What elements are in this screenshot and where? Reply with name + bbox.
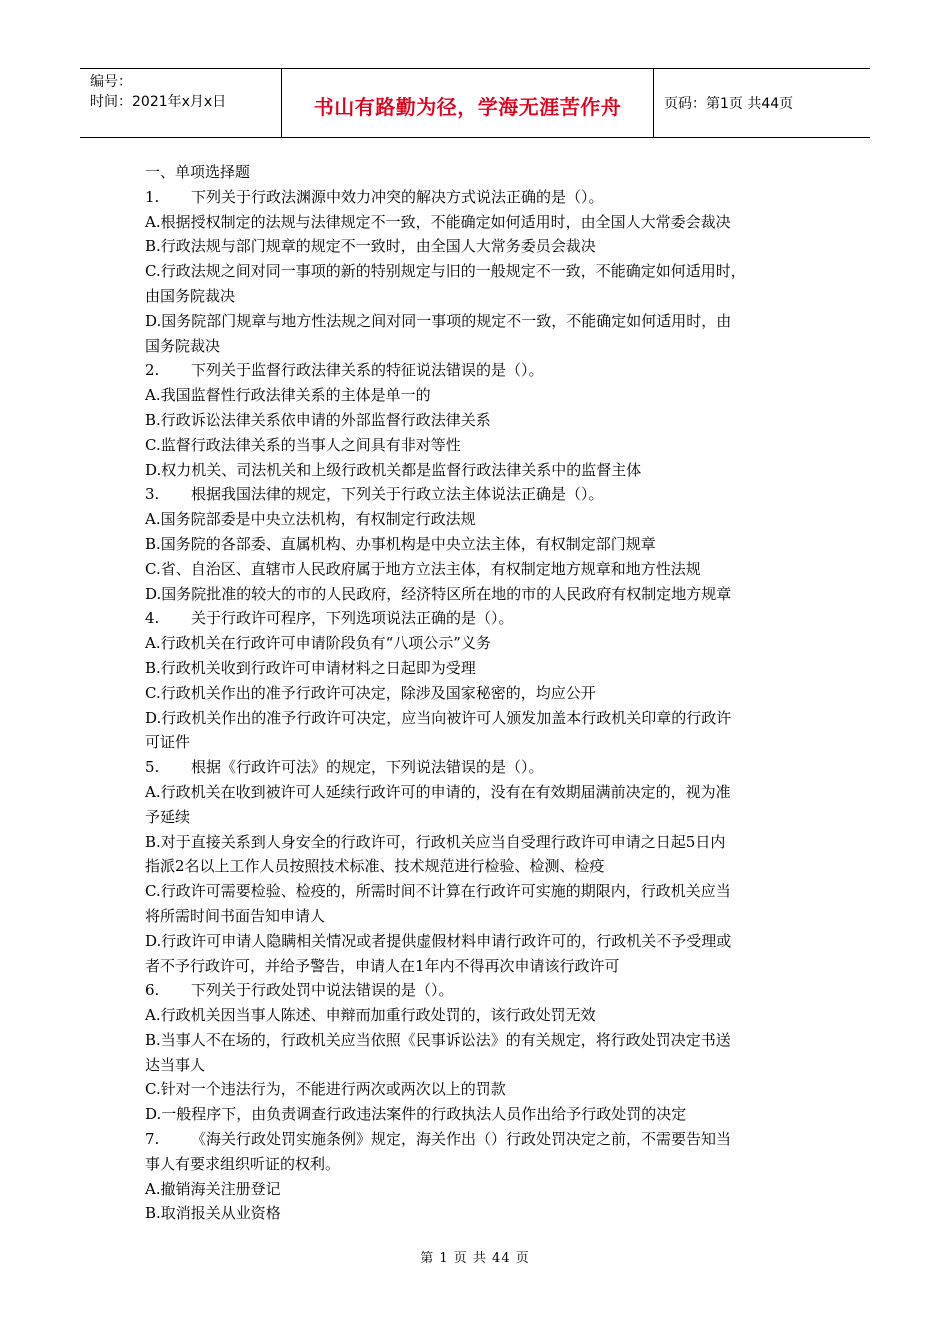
- question-text: 下列关于行政法渊源中效力冲突的解决方式说法正确的是（）。: [191, 187, 604, 206]
- question-number: 5.: [145, 758, 160, 777]
- option-line: D.一般程序下，由负责调查行政违法案件的行政执法人员作出给予行政处罚的决定: [145, 1105, 687, 1124]
- question-stem: [145, 606, 810, 631]
- document-body: [145, 160, 810, 1226]
- option-line: A.国务院部委是中央立法机构，有权制定行政法规: [145, 510, 476, 529]
- option-line: A.行政机关在行政许可申请阶段负有“八项公示”义务: [145, 634, 491, 653]
- question-text: 下列关于监督行政法律关系的特征说法错误的是（）。: [191, 361, 544, 380]
- option-line: A.我国监督性行政法律关系的主体是单一的: [145, 386, 431, 405]
- option-line: B.对于直接关系到人身安全的行政许可，行政机关应当自受理行政许可申请之日起5日内: [145, 832, 726, 851]
- header-meta: [80, 69, 282, 137]
- option-line: D.国务院批准的较大的市的人民政府，经济特区所在地的市的人民政府有权制定地方规章: [145, 584, 732, 603]
- option-line: D.国务院部门规章与地方性法规之间对同一事项的规定不一致，不能确定如何适用时，由: [145, 311, 732, 330]
- option-line: D.权力机关、司法机关和上级行政机关都是监督行政法律关系中的监督主体: [145, 460, 642, 479]
- option-line: B.行政机关收到行政许可申请材料之日起即为受理: [145, 658, 476, 677]
- header-motto: 书山有路勤为径，学海无涯苦作舟: [313, 94, 622, 119]
- question-number: 1.: [145, 187, 160, 206]
- question-stem: [145, 482, 810, 507]
- option-line: A.撤销海关注册登记: [145, 1179, 281, 1198]
- question-text: 根据我国法律的规定，下列关于行政立法主体说法正确是（）。: [191, 485, 604, 504]
- option-line: B.当事人不在场的，行政机关应当依照《民事诉讼法》的有关规定，将行政处罚决定书送: [145, 1030, 731, 1049]
- question-text-continued: 事人有要求组织听证的权利。: [145, 1154, 341, 1173]
- option-line: C.行政机关作出的准予行政许可决定，除涉及国家秘密的，均应公开: [145, 683, 596, 702]
- date-label: 时间：2021年x月x日: [90, 94, 227, 110]
- option-line-continued: 将所需时间书面告知申请人: [145, 906, 326, 925]
- page-footer: 第 1 页 共 44 页: [420, 1251, 530, 1266]
- question-stem: [145, 185, 810, 210]
- option-line-continued: 国务院裁决: [145, 336, 221, 355]
- question-number: 6.: [145, 981, 160, 1000]
- question-stem: [145, 978, 810, 1003]
- option-line-continued: 达当事人: [145, 1055, 206, 1074]
- question-stem: [145, 755, 810, 780]
- option-line: A.行政机关因当事人陈述、申辩而加重行政处罚的，该行政处罚无效: [145, 1006, 596, 1025]
- question-number: 2.: [145, 361, 160, 380]
- option-line: B.行政法规与部门规章的规定不一致时，由全国人大常务委员会裁决: [145, 237, 596, 256]
- question-text: 根据《行政许可法》的规定，下列说法错误的是（）。: [191, 758, 544, 777]
- header-page-cell: [654, 69, 870, 137]
- question-text: 关于行政许可程序，下列选项说法正确的是（）。: [191, 609, 514, 628]
- option-line: C.监督行政法律关系的当事人之间具有非对等性: [145, 435, 461, 454]
- option-line: D.行政机关作出的准予行政许可决定，应当向被许可人颁发加盖本行政机关印章的行政许: [145, 708, 732, 727]
- option-line: C.行政许可需要检验、检疫的，所需时间不计算在行政许可实施的期限内，行政机关应当: [145, 882, 731, 901]
- option-line: A.根据授权制定的法规与法律规定不一致，不能确定如何适用时，由全国人大常委会裁决: [145, 212, 731, 231]
- question-stem: [145, 1127, 810, 1152]
- option-line: B.行政诉讼法律关系依申请的外部监督行政法律关系: [145, 410, 491, 429]
- option-line: C.行政法规之间对同一事项的新的特别规定与旧的一般规定不一致，不能确定如何适用时，: [145, 262, 746, 281]
- option-line: D.行政许可申请人隐瞒相关情况或者提供虚假材料申请行政许可的，行政机关不予受理或: [145, 931, 732, 950]
- question-number: 3.: [145, 485, 160, 504]
- option-line-continued: 可证件: [145, 733, 191, 752]
- option-line: B.国务院的各部委、直属机构、办事机构是中央立法主体，有权制定部门规章: [145, 534, 656, 553]
- question-text: 《海关行政处罚实施条例》规定，海关作出（）行政处罚决定之前，不需要告知当: [191, 1130, 732, 1149]
- option-line: B.取消报关从业资格: [145, 1204, 281, 1223]
- option-line-continued: 指派2名以上工作人员按照技术标准、技术规范进行检验、检测、检疫: [145, 857, 605, 876]
- question-stem: [145, 358, 810, 383]
- section-title: 一、单项选择题: [145, 163, 251, 181]
- page-info: 页码：第1页 共44页: [664, 96, 794, 112]
- option-line: C.省、自治区、直辖市人民政府属于地方立法主体，有权制定地方规章和地方性法规: [145, 559, 701, 578]
- question-text: 下列关于行政处罚中说法错误的是（）。: [191, 981, 454, 1000]
- question-number: 7.: [145, 1130, 160, 1149]
- header-motto-cell: [282, 69, 654, 137]
- option-line-continued: 予延续: [145, 807, 191, 826]
- number-label: 编号：: [90, 74, 132, 90]
- option-line: A.行政机关在收到被许可人延续行政许可的申请的，没有在有效期届满前决定的，视为准: [145, 782, 731, 801]
- page-header: [80, 68, 870, 138]
- option-line-continued: 者不予行政许可，并给予警告，申请人在1年内不得再次申请该行政许可: [145, 956, 620, 975]
- option-line-continued: 由国务院裁决: [145, 286, 236, 305]
- option-line: C.针对一个违法行为，不能进行两次或两次以上的罚款: [145, 1080, 506, 1099]
- question-number: 4.: [145, 609, 160, 628]
